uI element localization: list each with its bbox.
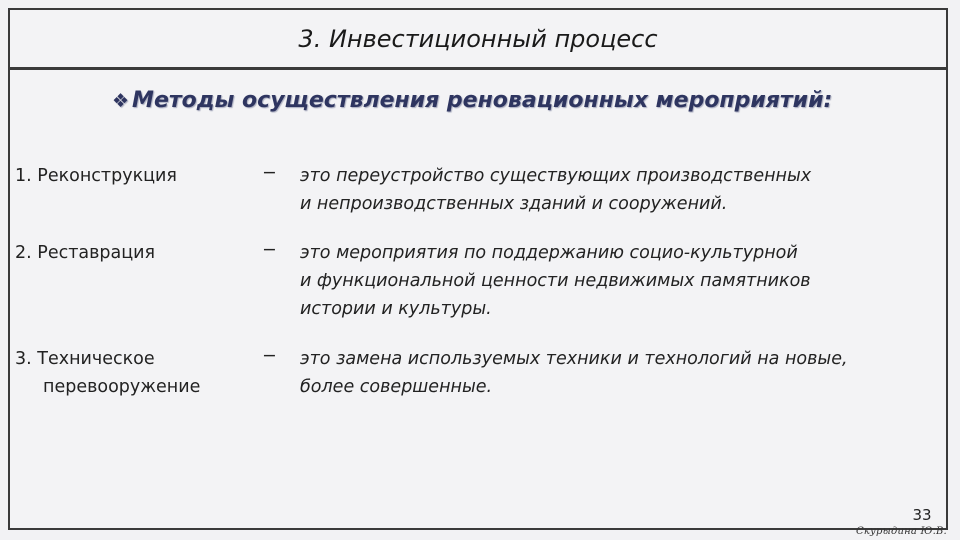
method-term-line: 1. Реконструкция [15,166,177,186]
description-line: это замена используемых техники и технологий на новые, [300,349,848,369]
description-line: это переустройство существующих производственных [300,166,812,186]
description-line: и функциональной ценности недвижимых памятников [300,271,811,291]
dash-separator: − [262,240,277,260]
page-number: 33 [912,506,932,524]
method-term-line: 2. Реставрация [15,243,156,263]
author-signature: Скурыдина Ю.В. [856,526,947,537]
method-term-line: перевооружение [43,377,201,397]
slide-title: 3. Инвестиционный процесс [298,24,658,53]
description-line: истории и культуры. [300,299,492,319]
dash-separator: − [262,346,277,366]
method-term-line: 3. Техническое [15,349,155,369]
section-heading [112,88,832,113]
method-description [300,345,940,401]
method-term [15,345,200,401]
title-bar [10,10,946,70]
description-line: это мероприятия по поддержанию социо-культурной [300,243,798,263]
diamond-bullet-icon: ❖ [112,89,130,112]
section-heading-text: Методы осуществления реновационных мероприятий: [132,88,833,113]
description-line: более совершенные. [300,377,493,397]
method-description [300,239,940,323]
dash-separator: − [262,163,277,183]
method-term [15,239,155,267]
method-term [15,162,177,190]
method-description [300,162,940,218]
description-line: и непроизводственных зданий и сооружений. [300,194,728,214]
